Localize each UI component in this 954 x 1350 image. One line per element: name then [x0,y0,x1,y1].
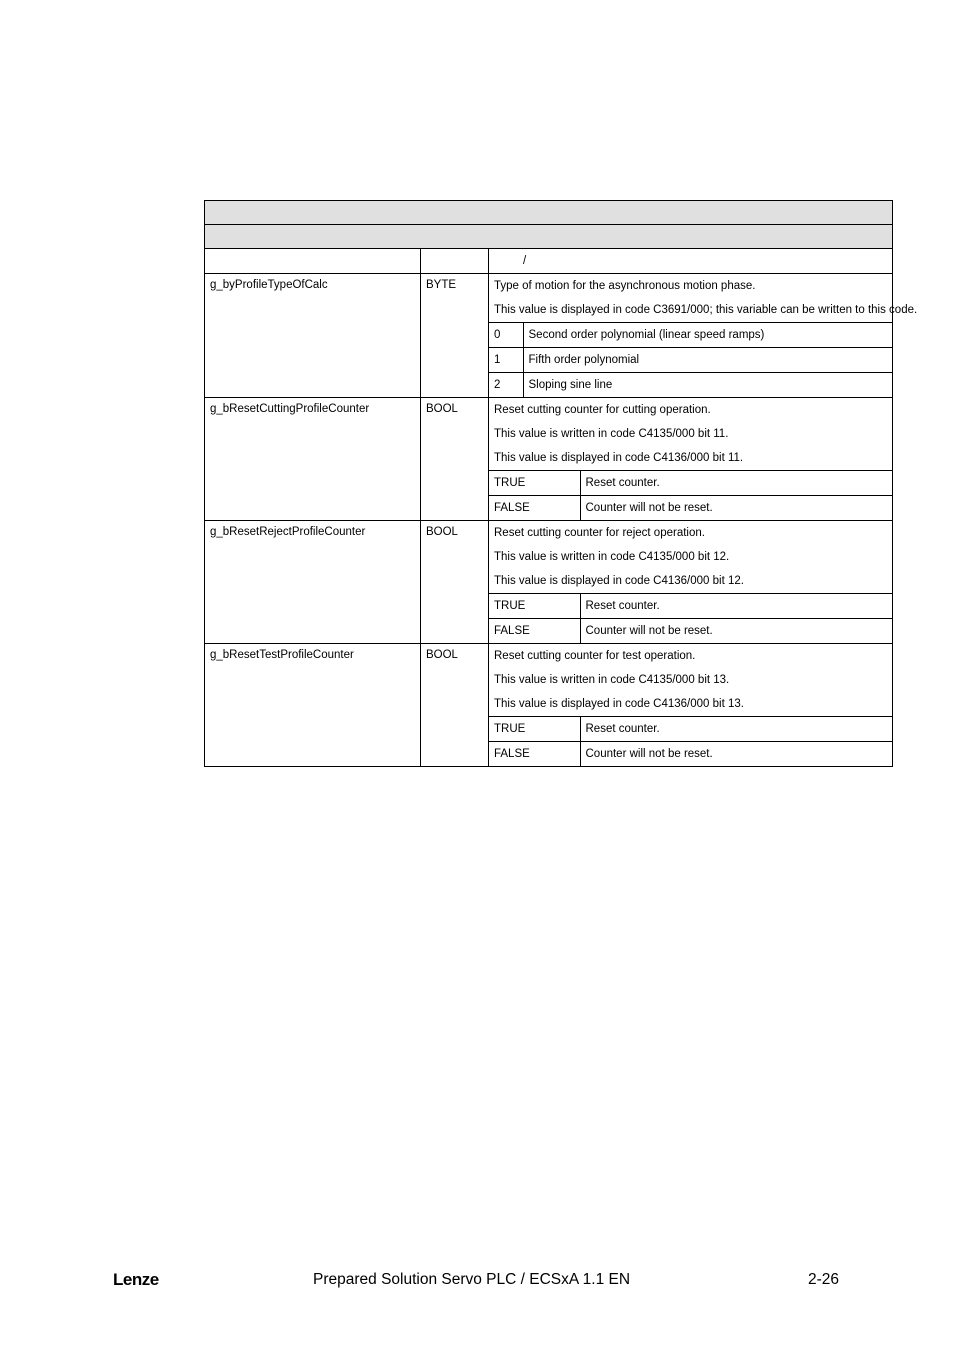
description-line: This value is displayed in code C4136/000 bit 11. [494,452,744,464]
description-line: Reset cutting counter for cutting operation. [494,404,711,416]
page-number: 2-26 [808,1271,840,1288]
page-footer [0,1268,954,1292]
value-text: Second order polynomial (linear speed ramps) [523,323,892,348]
description-line: Reset cutting counter for test operation. [494,650,696,662]
value-row [489,594,892,619]
value-key: TRUE [489,717,580,742]
variable-type: BOOL [421,644,489,767]
value-row [489,496,892,521]
table-header-cell-2 [205,225,893,249]
description-line: This value is written in code C4135/000 bit 13. [494,674,730,686]
column-header-name [205,249,421,274]
description-line: This value is written in code C4135/000 bit 11. [494,428,729,440]
variable-type: BOOL [421,398,489,521]
variable-name: g_byProfileTypeOfCalc [205,274,421,398]
value-text: Reset counter. [580,471,892,496]
value-text: Reset counter. [580,594,892,619]
value-key: FALSE [489,619,580,644]
value-text: Fifth order polynomial [523,348,892,373]
variable-description [489,398,893,521]
table-row [205,521,893,644]
column-header-type [421,249,489,274]
column-header-description: / [489,249,893,274]
description-line: This value is written in code C4135/000 bit 12. [494,551,730,563]
value-key: FALSE [489,496,580,521]
value-text: Sloping sine line [523,373,892,398]
description-line: This value is displayed in code C4136/000 bit 12. [494,575,744,587]
value-key: 2 [489,373,523,398]
variable-description [489,521,893,644]
value-row [489,619,892,644]
description-line: Reset cutting counter for reject operation. [494,527,705,539]
variable-name: g_bResetTestProfileCounter [205,644,421,767]
value-key: FALSE [489,742,580,767]
table-row [205,644,893,767]
variable-type: BYTE [421,274,489,398]
lenze-logo: Lenze [113,1270,159,1289]
value-row [489,471,892,496]
footer-title: Prepared Solution Servo PLC / ECSxA 1.1 EN [313,1271,631,1288]
table-header-row [205,201,893,225]
value-key: TRUE [489,471,580,496]
value-row [489,373,892,398]
value-table [489,716,892,766]
table-subheader-row [205,225,893,249]
value-row [489,348,892,373]
value-text: Reset counter. [580,717,892,742]
variable-name: g_bResetRejectProfileCounter [205,521,421,644]
value-text: Counter will not be reset. [580,742,892,767]
variable-type: BOOL [421,521,489,644]
value-key: TRUE [489,594,580,619]
value-table [489,470,892,520]
value-row [489,717,892,742]
value-table [489,593,892,643]
column-header-row [205,249,893,274]
table-row [205,274,893,398]
value-key: 1 [489,348,523,373]
value-table [489,322,892,397]
table-row [205,398,893,521]
description-line: This value is displayed in code C4136/000 bit 13. [494,698,744,710]
value-row [489,323,892,348]
variable-name: g_bResetCuttingProfileCounter [205,398,421,521]
variable-table [204,200,918,767]
description-line: This value is displayed in code C3691/000; this variable can be written to this code. [494,304,918,316]
variable-description [489,644,893,767]
description-line: Type of motion for the asynchronous motion phase. [494,280,756,292]
variable-description [489,274,918,398]
table-header-cell-1 [205,201,893,225]
value-key: 0 [489,323,523,348]
value-text: Counter will not be reset. [580,496,892,521]
value-text: Counter will not be reset. [580,619,892,644]
value-row [489,742,892,767]
